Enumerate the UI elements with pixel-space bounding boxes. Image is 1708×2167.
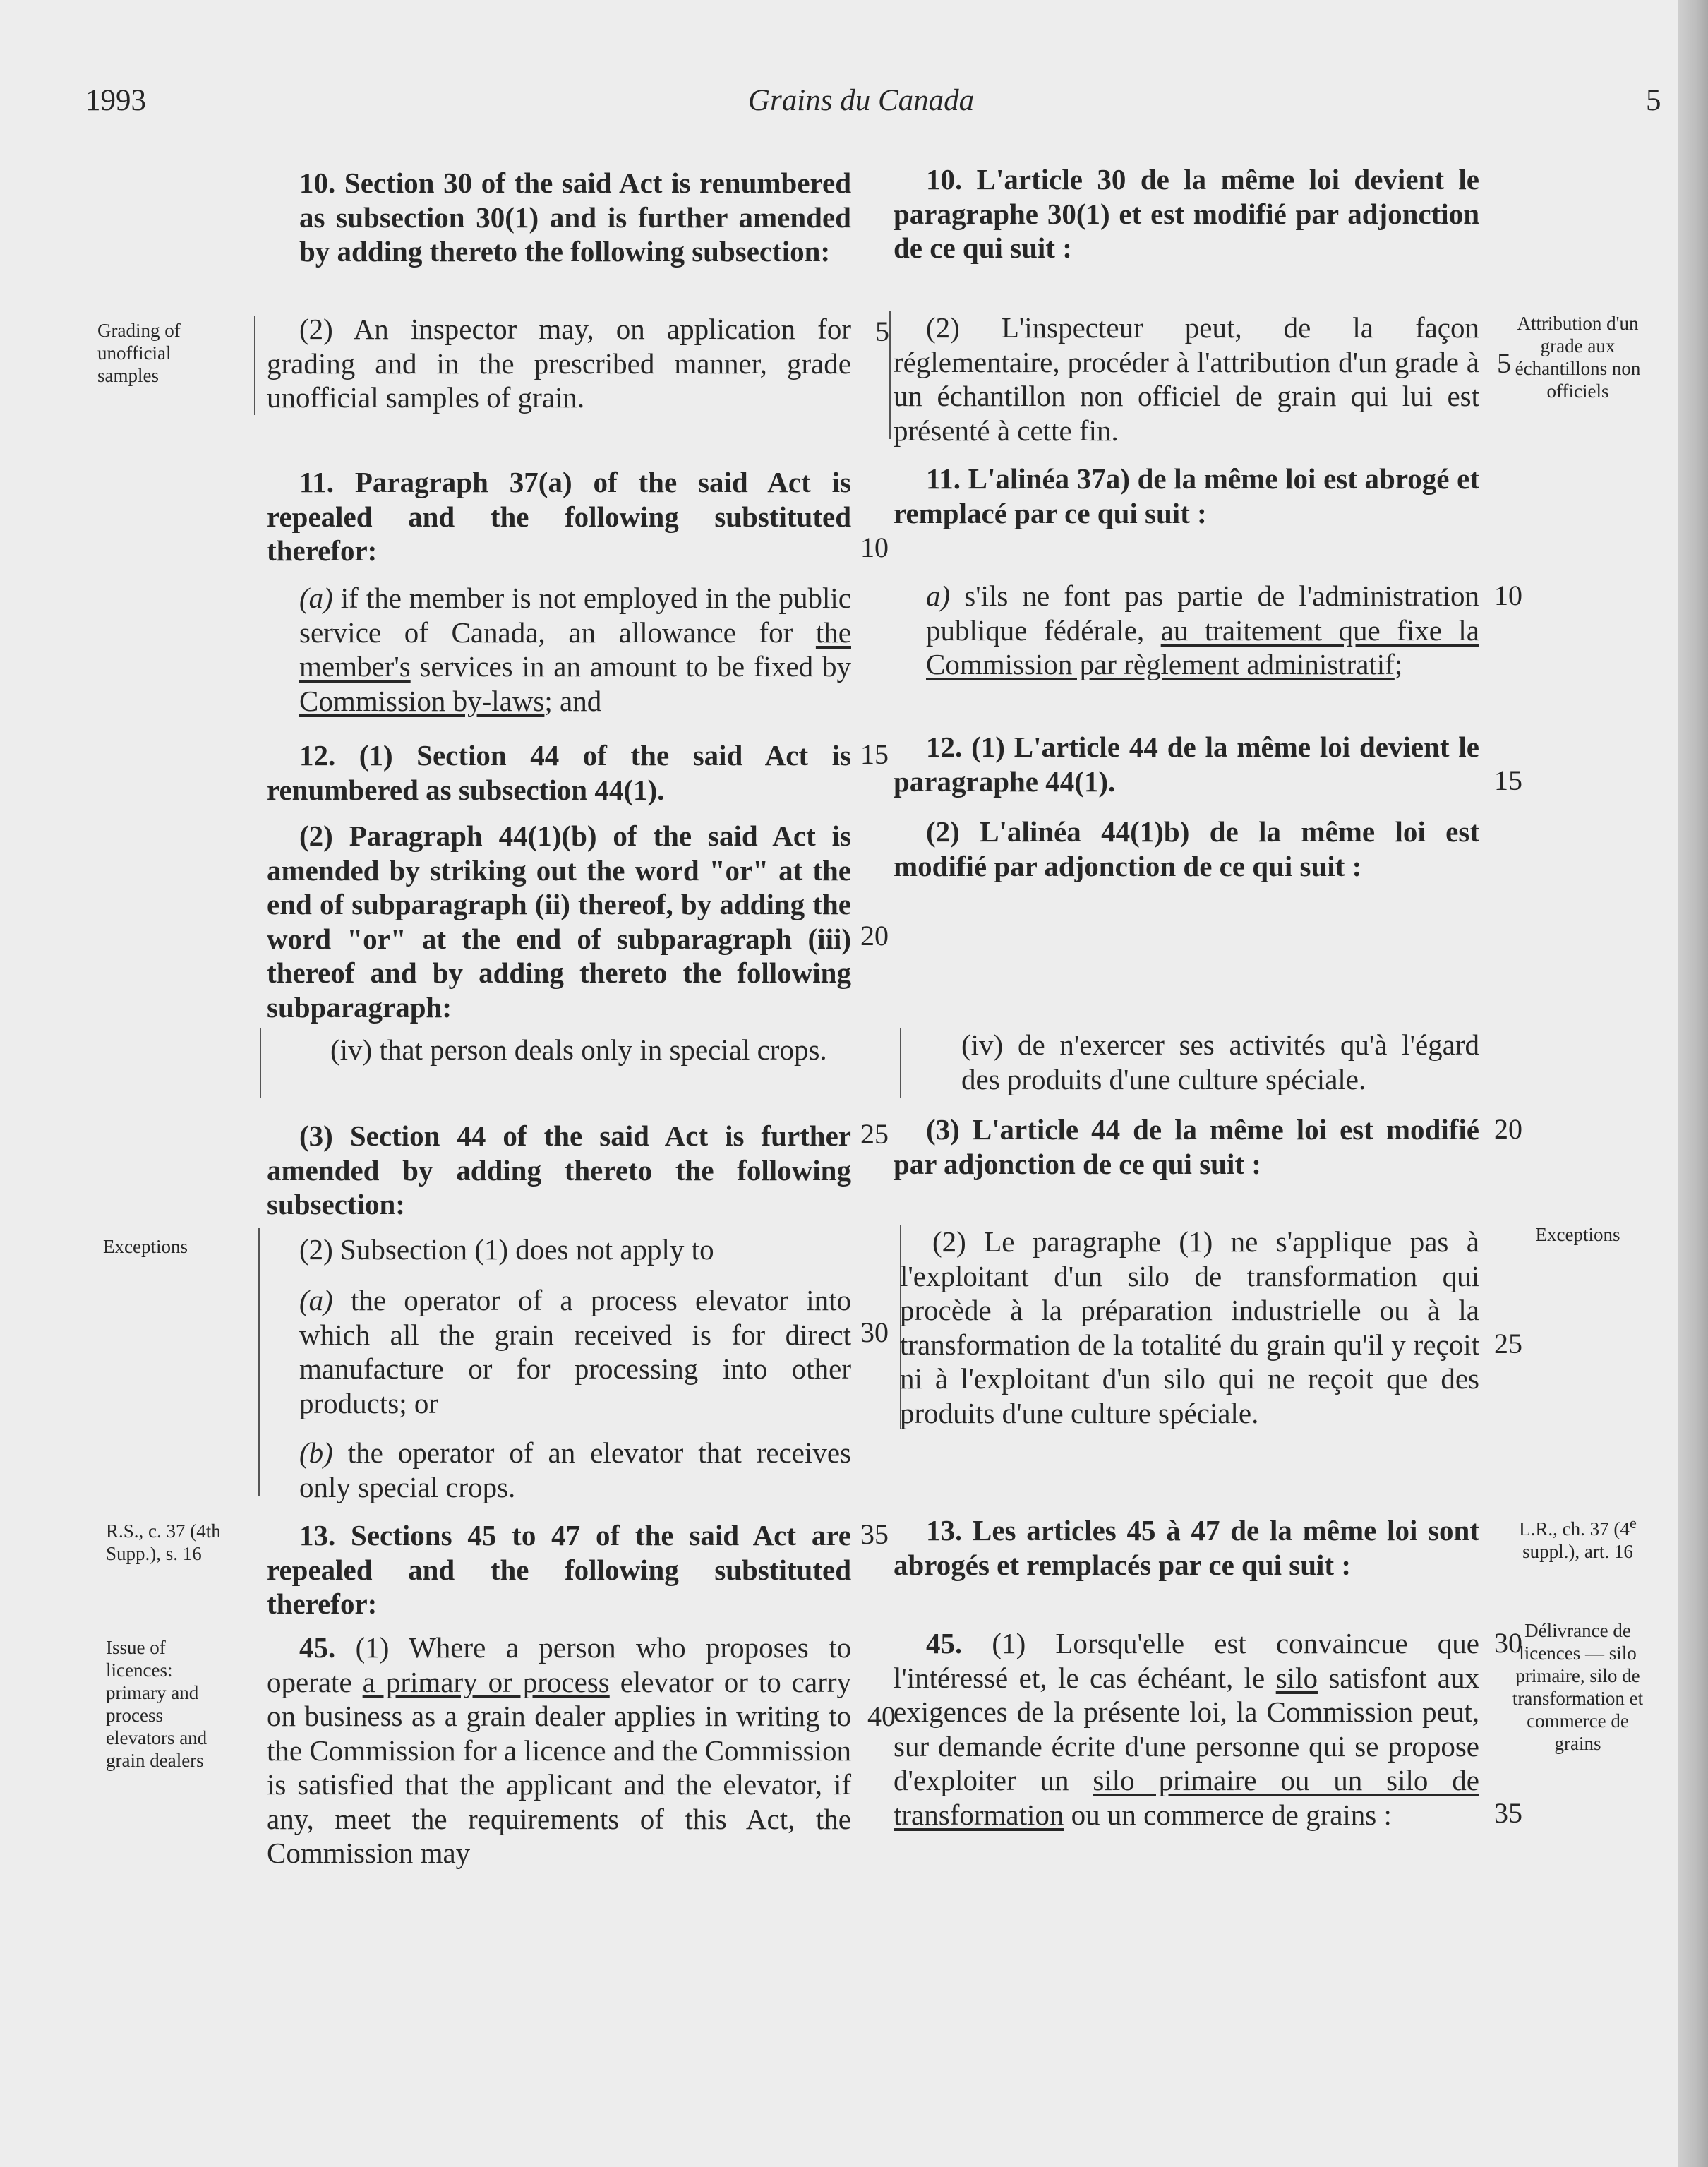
en-section-13: 13. Sections 45 to 47 of the said Act are repealed and the following substituted therefor: (267, 1519, 851, 1620)
header-title: Grains du Canada (748, 84, 975, 117)
en-line-number: 5 (875, 316, 889, 347)
fr-section-45: 45. (1) Lorsqu'elle est convaincue que l'intéressé et, le cas échéant, le silo satisfont aux exigences de la présente loi, la Commission peut, sur demande écrite d'une personne qui se propose d'exploiter un silo primaire ou un silo de transformation ou un commerce de grains : (894, 1627, 1479, 1831)
page-edge-shadow (1678, 0, 1708, 2167)
fr-line-number: 35 (1494, 1797, 1522, 1829)
en-line-number: 40 (867, 1700, 896, 1732)
fr-subsection-2: (2) Le paragraphe (1) ne s'applique pas à l'exploitant d'un silo de transformation qui procède à la préparation industrielle ou à la transformation de la totalité du grain qu'il y reçoit ni à l'exploitant d'un silo qui ne reçoit que des produits d'une culture spéciale. (900, 1225, 1479, 1429)
en-section-10-text: (2) An inspector may, on application for grading and in the prescribed manner, grade unofficial samples of grain. (267, 313, 851, 414)
fr-line-number: 15 (1494, 764, 1522, 796)
fr-section-13: 13. Les articles 45 à 47 de la même loi sont abrogés et remplacés par ce qui suit : (894, 1514, 1479, 1581)
en-change-bar (254, 316, 255, 415)
fr-line-number: 30 (1494, 1627, 1522, 1659)
header-page-number: 5 (1646, 84, 1661, 117)
en-section-12-3: (3) Section 44 of the said Act is further amended by adding thereto the following subsection: (267, 1119, 851, 1220)
en-subsection-2: (2) Subsection (1) does not apply to (299, 1233, 714, 1266)
fr-change-bar (900, 1028, 901, 1098)
en-line-number: 15 (860, 738, 889, 770)
fr-section-10-intro: 10. L'article 30 de la même loi devient le paragraphe 30(1) et est modifié par adjonction de ce qui suit : (894, 163, 1479, 264)
fr-line-number: 10 (1494, 580, 1522, 611)
fr-line-number: 25 (1494, 1328, 1522, 1359)
fr-change-bar (889, 311, 891, 439)
en-section-12-1: 12. (1) Section 44 of the said Act is renumbered as subsection 44(1). (267, 739, 851, 806)
fr-section-12-1: 12. (1) L'article 44 de la même loi devient le paragraphe 44(1). (894, 731, 1479, 798)
en-section-12-2: (2) Paragraph 44(1)(b) of the said Act is amended by striking out the word "or" at the end of subparagraph (ii) thereof, by adding the word "or" at the end of subparagraph (iii) thereof and by adding thereto the following subparagraph: (267, 820, 851, 1024)
en-line-number: 35 (860, 1518, 889, 1550)
margin-note-issue: Issue of licences: primary and process elevators and grain dealers (106, 1637, 208, 1771)
en-section-11-intro: 11. Paragraph 37(a) of the said Act is repealed and the following substituted therefor: (267, 466, 851, 567)
fr-section-11-a: a) s'ils ne font pas partie de l'administration publique fédérale, au traitement que fixe la Commission par règlement administratif; (926, 580, 1479, 680)
en-section-10-intro: 10. Section 30 of the said Act is renumbered as subsection 30(1) and is further amended by adding thereto the following subsection: (299, 167, 851, 268)
en-line-number: 10 (860, 532, 889, 563)
fr-line-number: 5 (1497, 347, 1511, 379)
fr-subparagraph-iv: (iv) de n'exercer ses activités qu'à l'égard des produits d'une culture spéciale. (961, 1028, 1479, 1095)
en-change-bar (258, 1228, 260, 1496)
fr-section-11-intro: 11. L'alinéa 37a) de la même loi est abrogé et remplacé par ce qui suit : (894, 462, 1479, 529)
margin-note-exceptions-fr: Exceptions (1535, 1224, 1620, 1245)
margin-note-attribution: Attribution d'un grade aux échantillons non officiels (1515, 313, 1641, 402)
margin-note-rs: R.S., c. 37 (4th Supp.), s. 16 (106, 1520, 221, 1564)
en-exception-a: (a) the operator of a process elevator into which all the grain received is for direct manufacture or for processing into other products; or (299, 1284, 851, 1419)
margin-note-lr: L.R., ch. 37 (4e suppl.), art. 16 (1519, 1514, 1637, 1562)
en-line-number: 25 (860, 1118, 889, 1150)
margin-note-delivrance: Délivrance de licences — silo primaire, silo de transformation et commerce de grains (1512, 1620, 1644, 1754)
fr-section-12-3: (3) L'article 44 de la même loi est modifié par adjonction de ce qui suit : (894, 1113, 1479, 1180)
en-exception-b: (b) the operator of an elevator that receives only special crops. (299, 1436, 851, 1503)
header-year: 1993 (85, 84, 146, 117)
en-change-bar (260, 1028, 261, 1098)
en-section-11-a: (a) if the member is not employed in the public service of Canada, an allowance for the member's services in an amount to be fixed by Commission by-laws; and (299, 582, 851, 717)
margin-note-exceptions: Exceptions (103, 1236, 188, 1257)
en-line-number: 20 (860, 920, 889, 952)
en-section-45: 45. (1) Where a person who proposes to operate a primary or process elevator or to carry on business as a grain dealer applies in writing to the Commission for a licence and the Commission is satisfied that the applicant and the elevator, if any, meet the requirements of this Act, the Commission may (267, 1631, 851, 1869)
fr-section-10-text: (2) L'inspecteur peut, de la façon réglementaire, procéder à l'attribution d'un grade à un échantillon non officiel de grain qui lui est présenté à cette fin. (894, 311, 1479, 447)
margin-note-grading: Grading of unofficial samples (97, 320, 181, 386)
en-line-number: 30 (860, 1316, 889, 1348)
fr-section-12-2: (2) L'alinéa 44(1)b) de la même loi est modifié par adjonction de ce qui suit : (894, 815, 1479, 882)
fr-line-number: 20 (1494, 1113, 1522, 1145)
en-subparagraph-iv: (iv) that person deals only in special crops. (330, 1033, 827, 1066)
